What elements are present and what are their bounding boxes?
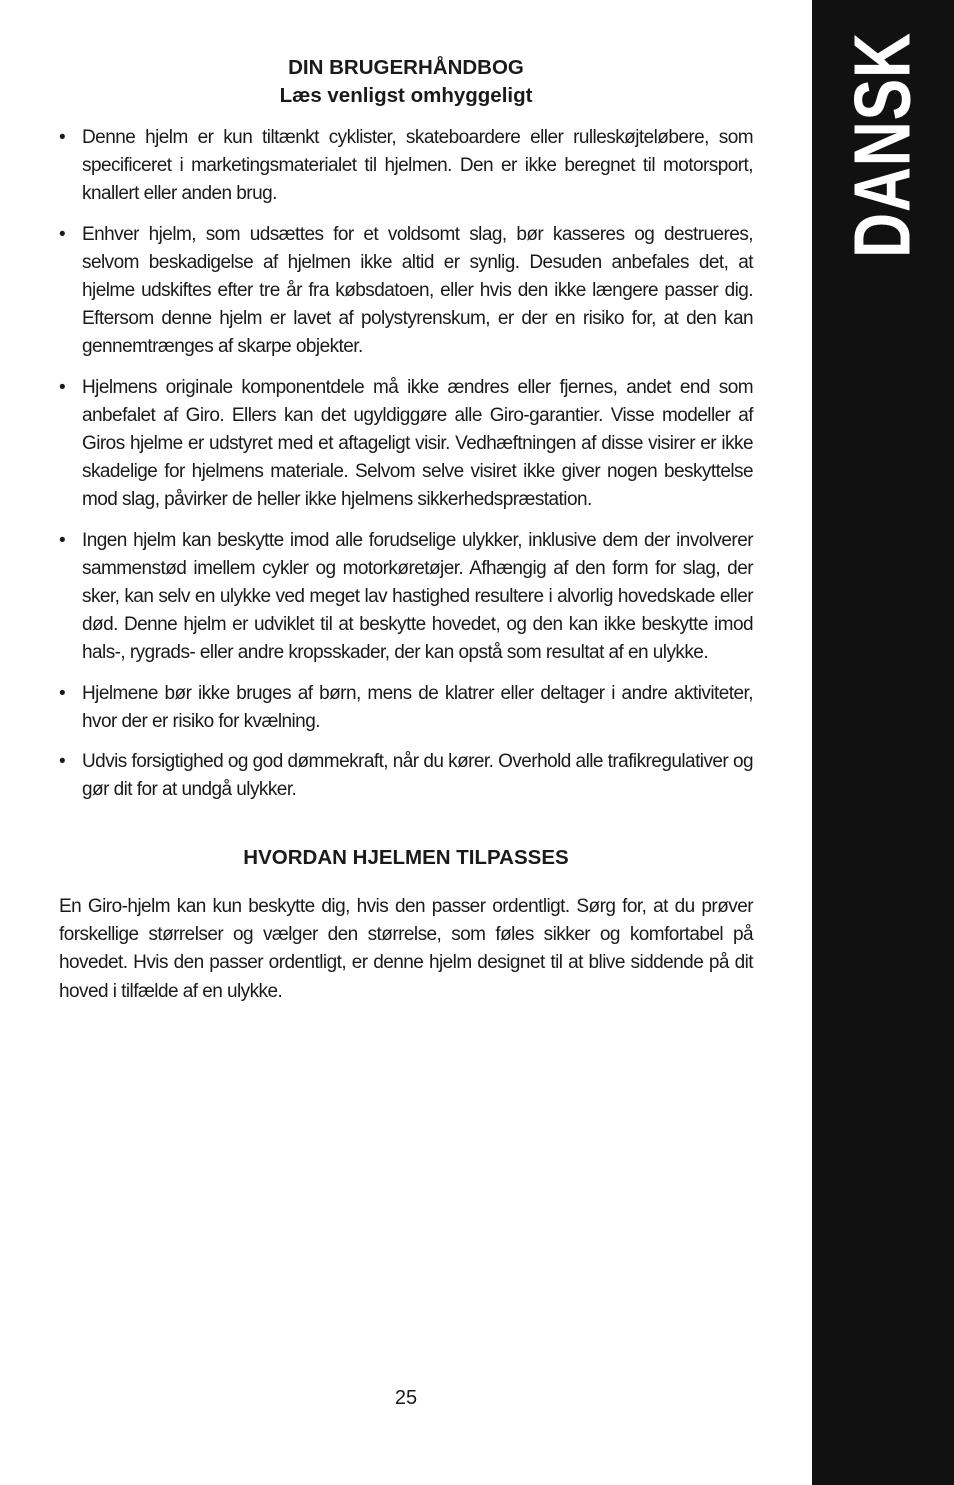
language-label: DANSK [838, 32, 928, 258]
list-item [59, 527, 753, 668]
list-item-text: Hjelmene bør ikke bruges af børn, mens de klatrer eller deltager i andre aktiviteter, hvor der er risiko for kvælning. [82, 682, 753, 732]
list-item [59, 124, 753, 209]
safety-list [59, 124, 753, 804]
bullet-icon: • [59, 529, 66, 551]
bullet-icon: • [59, 223, 66, 245]
page-content [59, 54, 753, 1006]
list-item [59, 221, 753, 362]
section-paragraph: En Giro-hjelm kan kun beskytte dig, hvis den passer ordentligt. Sørg for, at du prøver forskellige størrelser og vælger den størrelse, som føles sikker og komfortabel på hovedet. Hvis den passer ordentligt, er denne hjelm designet til at blive siddende på dit hoved i tilfælde af en ulykke. [59, 895, 753, 1002]
bullet-icon: • [59, 127, 66, 148]
list-item-text: Hjelmens originale komponentdele må ikke ændres eller fjernes, andet end som anbefalet af Giro. Ellers kan det ugyldiggøre alle Giro-garantier. Visse modeller af Giros hjelme er udstyret med et aftageligt visir. Vedhæftningen af disse visirer er ikke skadelige for hjelmens materiale. Selvom selve visiret ikke giver nogen beskyttelse mod slag, påvirker de heller ikke hjelmens sikkerhedspræstation. [82, 376, 753, 511]
language-sidebar [812, 0, 954, 1485]
section-title: HVORDAN HJELMEN TILPASSES [243, 846, 569, 870]
list-item-text: Udvis forsigtighed og god dømmekraft, når du kører. Overhold alle trafikregulativer og gør dit for at undgå ulykker. [82, 751, 753, 801]
list-item-text: Enhver hjelm, som udsættes for et voldsomt slag, bør kasseres og destrueres, selvom beskadigelse af hjelmen ikke altid er synlig. Desuden anbefales det, at hjelme udskiftes efter tre år fra købsdatoen, eller hvis den ikke længere passer dig. Eftersom denne hjelm er lavet af polystyrenskum, er der en risiko for, at den kan gennemtrænges af skarpe objekter. [82, 223, 753, 358]
page-number: 25 [394, 1387, 418, 1409]
list-item [59, 374, 753, 515]
page-subtitle: Læs venligst omhyggeligt [279, 84, 533, 107]
bullet-icon: • [59, 376, 66, 398]
bullet-icon: • [59, 751, 66, 773]
list-item [59, 680, 753, 736]
bullet-icon: • [59, 682, 66, 704]
page-title: DIN BRUGERHÅNDBOG [288, 56, 524, 79]
language-label-container [812, 0, 954, 290]
list-item-text: Ingen hjelm kan beskytte imod alle forudselige ulykker, inklusive dem der involverer sammenstød imellem cykler og motorkøretøjer. Afhængig af den form for slag, der sker, kan selv en ulykke ved meget lav hastighed resultere i alvorlig hovedskade eller død. Denne hjelm er udviklet til at beskytte hovedet, og den kan ikke beskytte imod hals-, rygrads- eller andre kropsskader, der kan opstå som resultat af en ulykke. [82, 529, 753, 664]
list-item [59, 748, 753, 804]
list-item-text: Denne hjelm er kun tiltænkt cyklister, skateboardere eller rulleskøjteløbere, som specificeret i marketingsmaterialet til hjelmen. Den er ikke beregnet til motorsport, knallert eller anden brug. [82, 127, 753, 205]
